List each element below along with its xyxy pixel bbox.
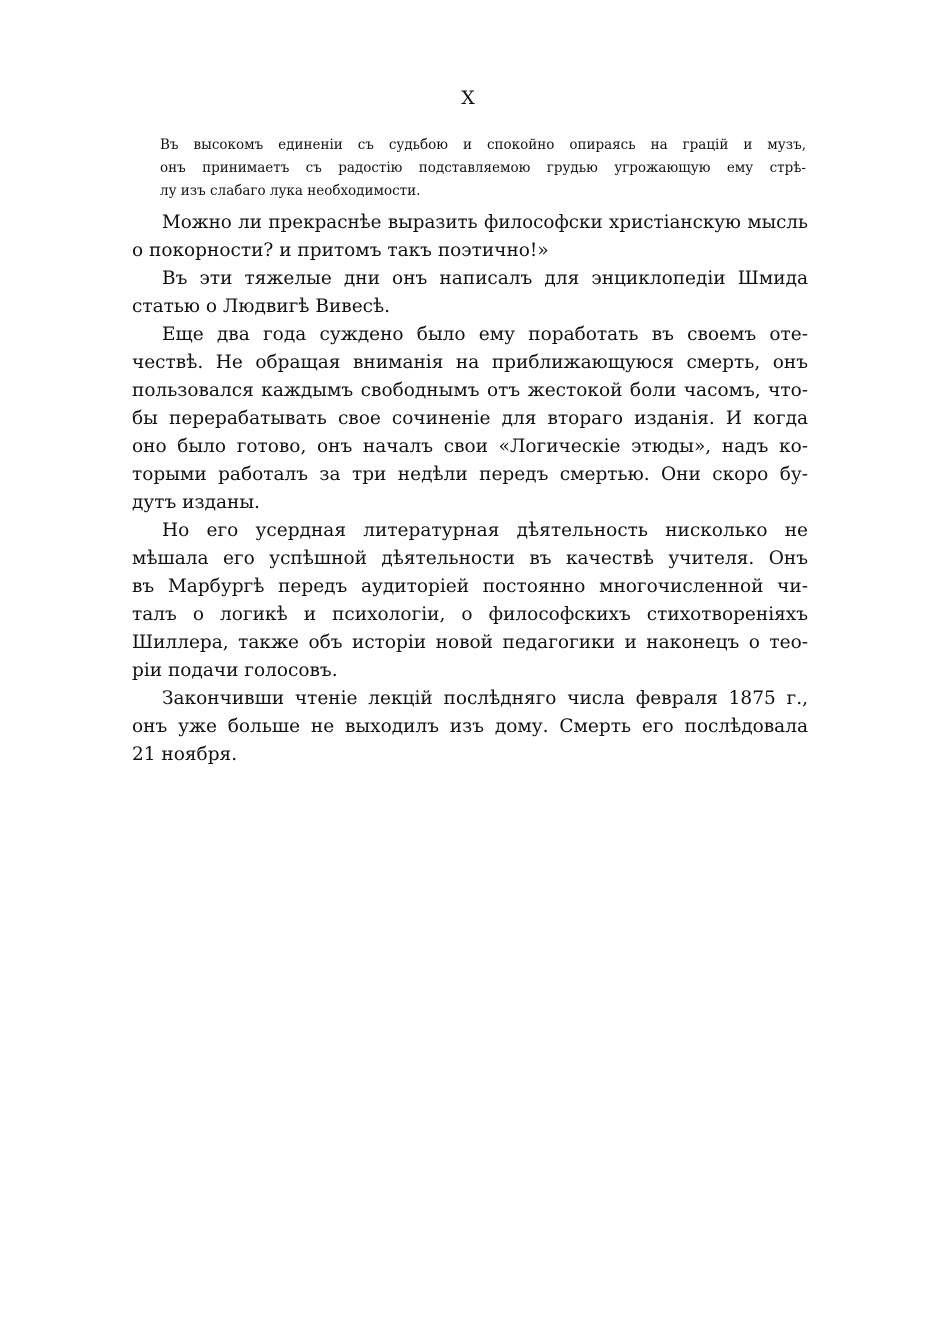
paragraph [132,517,808,685]
text-line: 21 ноября. [132,744,238,765]
text-line: Но его усердная литературная дѣятельность нисколько не [162,520,808,541]
quote-line: онъ принимаетъ съ радостію подставляемою грудью угрожающую ему стрѣ- [160,160,806,176]
text-line: Закончивши чтеніе лекцій послѣдняго числа февраля 1875 г., [162,688,808,709]
text-line: статью о Людвигѣ Вивесѣ. [132,296,391,317]
text-line: пользовался каждымъ свободнымъ отъ жестокой боли часомъ, что- [132,380,808,401]
quote-line: лу изъ слабаго лука необходимости. [160,183,421,199]
paragraph [132,265,808,321]
text-line: мѣшала его успѣшной дѣятельности въ качествѣ учителя. Онъ [132,548,808,569]
quote-block [160,134,806,203]
paragraph [132,209,808,265]
text-line: дутъ изданы. [132,492,260,513]
text-line: онъ уже больше не выходилъ изъ дому. Смерть его послѣдовала [132,716,808,737]
body-text [132,209,808,769]
text-line: торыми работалъ за три недѣли передъ смертью. Они скоро бу- [132,464,808,485]
text-line: талъ о логикѣ и психологіи, о философскихъ стихотвореніяхъ [132,604,808,625]
page-number: X [461,87,475,109]
text-line: чествѣ. Не обращая вниманія на приближающуюся смерть, онъ [132,352,808,373]
text-line: Еще два года суждено было ему поработать въ своемъ оте- [162,324,808,345]
text-line: Можно ли прекраснѣе выразить философски христіанскую мысль [162,212,808,233]
text-line: о покорности? и притомъ такъ поэтично!» [132,240,549,261]
text-line: оно было готово, онъ началъ свои «Логическіе этюды», надъ ко- [132,436,808,457]
text-line: ріи подачи голосовъ. [132,660,338,681]
paragraph [132,321,808,517]
text-line: въ Марбургѣ передъ аудиторіей постоянно многочисленной чи- [132,576,808,597]
text-line: Шиллера, также объ исторіи новой педагогики и наконецъ о тео- [132,632,808,653]
text-line: бы перерабатывать свое сочиненіе для втораго изданія. И когда [132,408,808,429]
quote-line: Въ высокомъ единеніи съ судьбою и спокойно опираясь на грацій и музъ, [160,137,806,153]
text-line: Въ эти тяжелые дни онъ написалъ для энциклопедіи Шмида [162,268,808,289]
paragraph [132,685,808,769]
